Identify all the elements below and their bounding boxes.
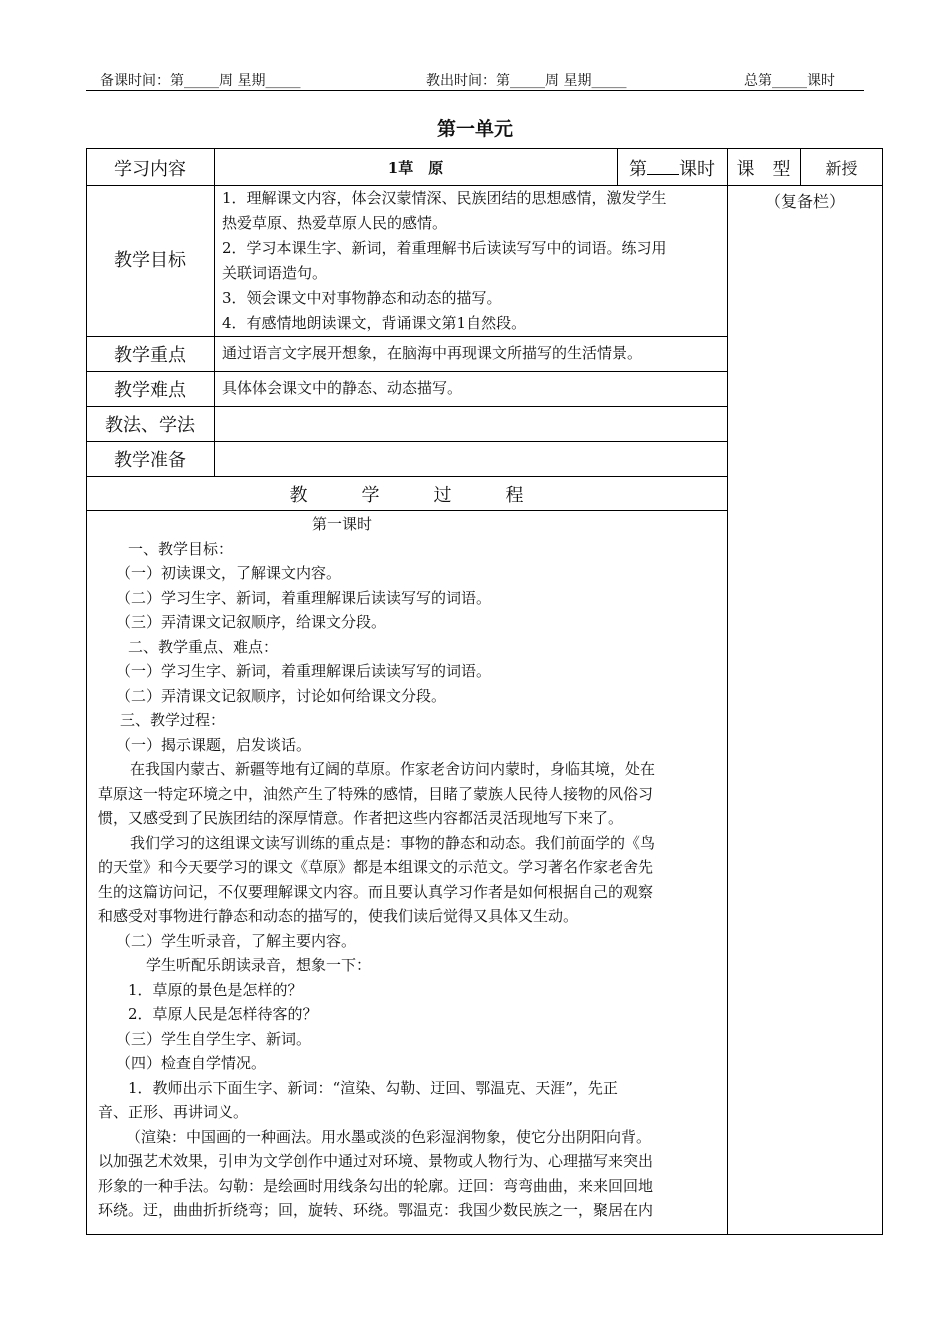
period-blank bbox=[647, 160, 679, 175]
process-line: 我们学习的这组课文读写训练的重点是：事物的静态和动态。我们前面学的《鸟 bbox=[130, 833, 656, 852]
key-point-label: 教学重点 bbox=[114, 345, 186, 366]
process-line: 形象的一种手法。勾勒：是绘画时用线条勾出的轮廓。迂回：弯弯曲曲，来来回回地 bbox=[98, 1176, 654, 1195]
process-line: （三）学生自学生字、新词。 bbox=[116, 1029, 312, 1048]
row-divider bbox=[86, 406, 727, 407]
total-period: 总第_____课时 bbox=[744, 73, 835, 89]
period-suffix: 课时 bbox=[679, 159, 715, 180]
lesson-type-label: 课 型 bbox=[736, 159, 791, 180]
process-line: 1．教师出示下面生字、新词：“渲染、勾勒、迂回、鄂温克、天涯”，先正 bbox=[128, 1078, 618, 1097]
row-divider bbox=[86, 476, 727, 477]
process-line: 和感受对事物进行静态和动态的描写的，使我们读后觉得又具体又生动。 bbox=[98, 907, 579, 925]
process-line: 学生听配乐朗读录音，想象一下： bbox=[146, 956, 372, 974]
process-line: （四）检查自学情况。 bbox=[116, 1054, 267, 1072]
row-divider bbox=[86, 510, 727, 511]
goal-line: 3．领会课文中对事物静态和动态的描写。 bbox=[222, 289, 502, 307]
process-header: 教 学 过 程 bbox=[289, 485, 524, 506]
process-line: 环绕。迂，曲曲折折绕弯；回，旋转、环绕。鄂温克：我国少数民族之一，聚居在内 bbox=[98, 1201, 654, 1219]
goal-line: 热爱草原、热爱草原人民的感情。 bbox=[222, 214, 448, 232]
process-line: 三、教学过程： bbox=[120, 711, 226, 729]
process-line: 二、教学重点、难点： bbox=[128, 637, 279, 656]
study-content-label: 学习内容 bbox=[114, 159, 186, 180]
process-line: 以加强艺术效果，引申为文学创作中通过对环境、景物或人物行为、心理描写来突出 bbox=[98, 1152, 654, 1170]
goal-line: 关联词语造句。 bbox=[222, 264, 328, 282]
col-divider bbox=[214, 148, 215, 477]
process-line: 草原这一特定环境之中，油然产生了特殊的感情，目睹了蒙族人民待人接物的风俗习 bbox=[98, 784, 654, 803]
period-prefix: 第 bbox=[629, 159, 647, 180]
process-line: 一、教学目标： bbox=[128, 539, 234, 558]
lesson-type-value: 新授 bbox=[825, 159, 858, 178]
process-line: （二）学生听录音，了解主要内容。 bbox=[116, 931, 357, 950]
process-line: （三）弄清课文记叙顺序，给课文分段。 bbox=[116, 613, 387, 631]
period-field bbox=[617, 155, 727, 181]
process-line: （渲染：中国画的一种画法。用水墨或淡的色彩湿润物象，使它分出阴阳向背。 bbox=[126, 1127, 652, 1146]
process-heading: 第一课时 bbox=[312, 515, 373, 533]
process-line: （二）弄清课文记叙顺序，讨论如何给课文分段。 bbox=[116, 686, 447, 705]
difficulty-text: 具体体会课文中的静态、动态描写。 bbox=[222, 379, 463, 397]
key-point-text: 通过语言文字展开想象，在脑海中再现课文所描写的生活情景。 bbox=[222, 344, 643, 362]
method-label: 教法、学法 bbox=[105, 415, 195, 436]
process-line: （一）学习生字、新词，着重理解课后读读写写的词语。 bbox=[116, 662, 492, 680]
process-line: 音、正形、再讲词义。 bbox=[98, 1103, 249, 1121]
lesson-name: 1草 原 bbox=[387, 159, 444, 177]
review-column-label: （复备栏） bbox=[764, 192, 845, 211]
difficulty-label: 教学难点 bbox=[114, 380, 186, 401]
process-line: 的天堂》和今天要学习的课文《草原》都是本组课文的示范文。学习著名作家老舍先 bbox=[98, 858, 654, 876]
process-line: 生的这篇访问记，不仅要理解课文内容。而且要认真学习作者是如何根据自己的观察 bbox=[98, 882, 654, 901]
process-content bbox=[90, 512, 722, 1223]
goal-line: 1．理解课文内容，体会汉蒙情深、民族团结的思想感情，激发学生 bbox=[222, 189, 667, 207]
goals-text bbox=[222, 186, 722, 336]
process-line: （二）学习生字、新词，着重理解课后读读写写的词语。 bbox=[116, 588, 492, 607]
teach-time: 教出时间：第_____周 星期_____ bbox=[426, 73, 627, 89]
row-divider bbox=[86, 441, 727, 442]
goals-label: 教学目标 bbox=[114, 250, 186, 271]
process-line: 惯，又感受到了民族团结的深厚情意。作者把这些内容都活灵活现地写下来了。 bbox=[98, 809, 624, 827]
process-line: 2．草原人民是怎样待客的？ bbox=[128, 1005, 318, 1023]
row-divider bbox=[86, 371, 727, 372]
process-line: 1．草原的景色是怎样的？ bbox=[128, 980, 303, 999]
process-line: （一）揭示课题，启发谈话。 bbox=[116, 735, 312, 754]
preparation-label: 教学准备 bbox=[114, 450, 186, 471]
process-line: （一）初读课文，了解课文内容。 bbox=[116, 564, 342, 582]
goal-line: 2．学习本课生字、新词，着重理解书后读读写写中的词语。练习用 bbox=[222, 239, 667, 257]
row-divider bbox=[86, 336, 727, 337]
prep-time: 备课时间：第_____周 星期_____ bbox=[100, 73, 301, 89]
page-header bbox=[86, 66, 864, 91]
col-divider bbox=[727, 148, 728, 1235]
process-line: 在我国内蒙古、新疆等地有辽阔的草原。作家老舍访问内蒙时，身临其境，处在 bbox=[130, 760, 656, 778]
goal-line: 4．有感情地朗读课文，背诵课文第1自然段。 bbox=[222, 314, 527, 332]
unit-title: 第一单元 bbox=[436, 118, 513, 140]
